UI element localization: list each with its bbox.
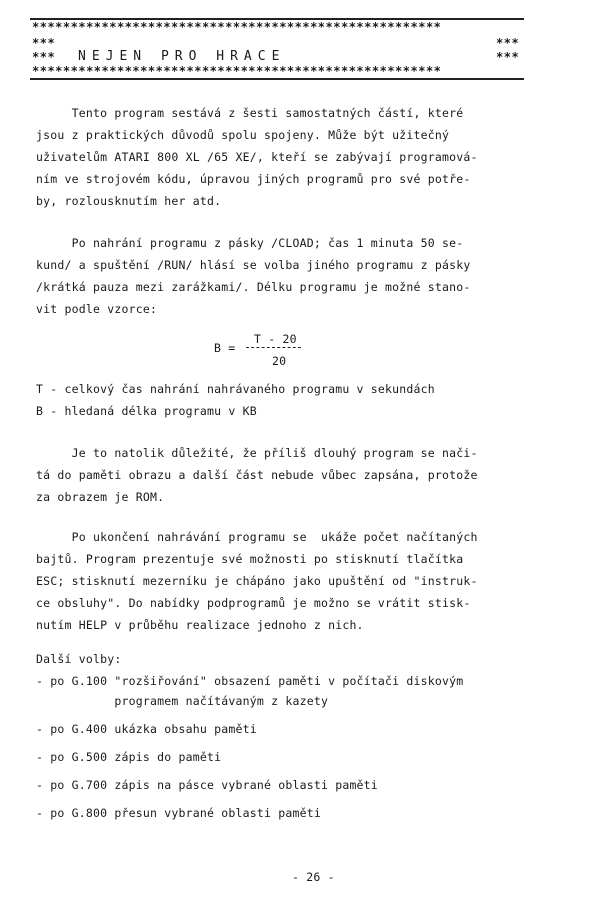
definition-line: B - hledaná délka programu v KB: [36, 404, 257, 418]
text-line: nutím HELP v průběhu realizace jednoho z nich.: [36, 618, 364, 632]
header-stars-left-2: ***: [32, 50, 56, 64]
text-line: Po ukončení nahrávání programu se ukáže počet načítaných: [36, 530, 478, 544]
list-item: - po G.800 přesun vybrané oblasti paměti: [36, 806, 321, 820]
text-line: Tento program sestává z šesti samostatných částí, které: [36, 106, 464, 120]
header-stars-right-1: ***: [496, 36, 520, 50]
text-line: ce obsluhy". Do nabídky podprogramů je možno se vrátit stisk-: [36, 596, 471, 610]
text-line: ním ve strojovém kódu, úpravou jiných programů pro své potře-: [36, 172, 471, 186]
formula-denominator: 20: [272, 354, 287, 368]
text-line: za obrazem je ROM.: [36, 490, 165, 504]
header-stars-bottom: *****************************************************: [32, 64, 442, 78]
text-line: ESC; stisknutí mezerníku je chápáno jako upuštění od "instruk-: [36, 574, 478, 588]
header-stars-left-1: ***: [32, 36, 56, 50]
text-line: /krátká pauza mezi zarážkami/. Délku programu je možné stano-: [36, 280, 471, 294]
list-item: - po G.700 zápis na pásce vybrané oblasti paměti: [36, 778, 378, 792]
header-bottom-rule: [30, 78, 524, 80]
text-line: jsou z praktických důvodů spolu spojeny. Může být užitečný: [36, 128, 450, 142]
page-number: - 26 -: [292, 870, 335, 884]
text-line: bajtů. Program prezentuje své možnosti po stisknutí tlačítka: [36, 552, 464, 566]
text-line: kund/ a spuštění /RUN/ hlásí se volba jiného programu z pásky: [36, 258, 471, 272]
list-item: - po G.400 ukázka obsahu paměti: [36, 722, 257, 736]
text-line: Po nahrání programu z pásky /CLOAD; čas 1 minuta 50 se-: [36, 236, 464, 250]
text-line: tá do paměti obrazu a další část nebude vůbec zapsána, protože: [36, 468, 478, 482]
text-line: by, rozlousknutím her atd.: [36, 194, 222, 208]
definition-line: T - celkový čas nahrání nahrávaného programu v sekundách: [36, 382, 435, 396]
header-stars-top: *****************************************************: [32, 20, 442, 34]
text-line: vit podle vzorce:: [36, 302, 158, 316]
formula-lhs: B =: [214, 341, 236, 355]
page-title: NEJEN PRO HRACE: [78, 49, 286, 64]
formula-numerator: T - 20: [246, 332, 301, 348]
header-stars-right-2: ***: [496, 50, 520, 64]
list-item: - po G.500 zápis do paměti: [36, 750, 222, 764]
list-item: programem načítávaným z kazety: [36, 694, 329, 708]
text-line: uživatelům ATARI 800 XL /65 XE/, kteří se zabývají programová-: [36, 150, 478, 164]
text-line: Je to natolik důležité, že příliš dlouhý program se nači-: [36, 446, 478, 460]
list-item: - po G.100 "rozšiřování" obsazení paměti v počítači diskovým: [36, 674, 464, 688]
options-title: Další volby:: [36, 652, 122, 666]
